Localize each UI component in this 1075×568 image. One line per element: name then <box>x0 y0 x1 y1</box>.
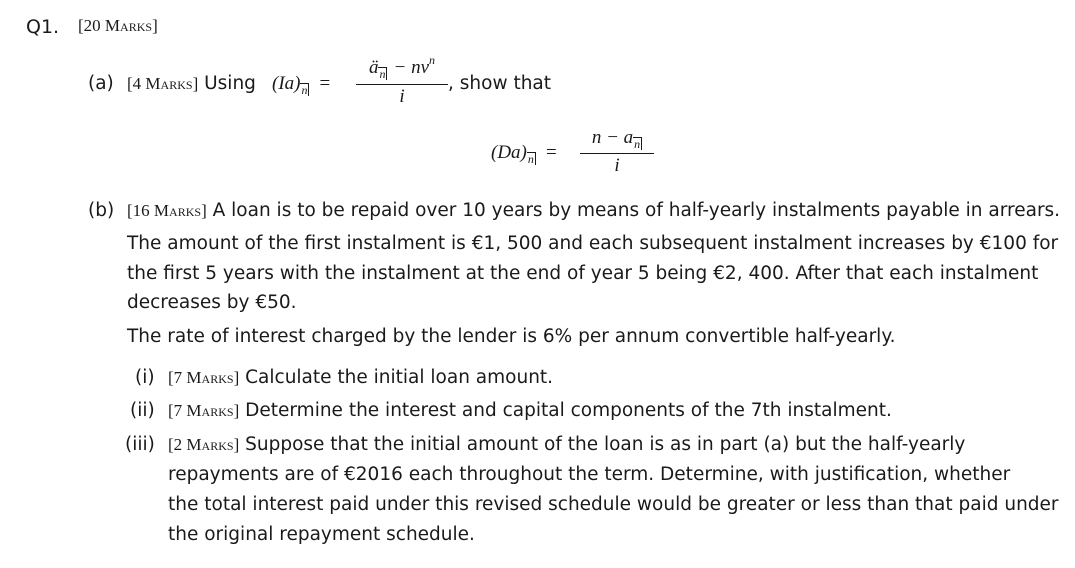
part-b-line5: The rate of interest charged by the lender is 6% per annum convertible half-yearly. <box>127 326 896 347</box>
question-marks: [20 Marks] <box>78 16 158 35</box>
part-a-show-fraction: $n - a_n$ i <box>580 126 654 180</box>
part-a-tail: , show that <box>448 73 552 94</box>
part-b-line2: The amount of the first instalment is €1, 500 and each subsequent instalment increases by €100 for <box>127 233 1059 254</box>
part-a-show-lhs: $(Da)_n$ = <box>491 142 557 166</box>
part-a-given-fraction: $ä_n - nv^n$ i <box>356 56 448 110</box>
subpart-i-label: (i) <box>135 367 155 388</box>
subpart-iii-line2: repayments are of €2016 each throughout the term. Determine, with justification, whether <box>168 464 1011 485</box>
part-a-given-lhs: $(Ia)_n$ = <box>272 73 331 97</box>
part-a-label: (a) <box>88 73 114 94</box>
subpart-iii-line4: the original repayment schedule. <box>168 524 475 545</box>
part-b-line1: [16 Marks] A loan is to be repaid over 10 years by means of half-yearly instalments payable in arrears. <box>127 200 1061 221</box>
subpart-ii-text: [7 Marks] Determine the interest and capital components of the 7th instalment. <box>168 400 892 421</box>
subpart-iii-label: (iii) <box>125 434 155 455</box>
subpart-iii-line3: the total interest paid under this revised schedule would be greater or less than that paid under <box>168 494 1059 515</box>
part-b-label: (b) <box>88 200 115 221</box>
question-number: Q1. <box>26 16 60 38</box>
subpart-ii-label: (ii) <box>130 400 155 421</box>
part-b-line3: the first 5 years with the instalment at the end of year 5 being €2, 400. After that each instalment <box>127 263 1039 284</box>
part-b-line4: decreases by €50. <box>127 292 297 313</box>
subpart-i-text: [7 Marks] Calculate the initial loan amount. <box>168 367 554 388</box>
subpart-iii-line1: [2 Marks] Suppose that the initial amount of the loan is as in part (a) but the half-yearly <box>168 434 966 455</box>
part-a-intro: [4 Marks] Using <box>127 73 256 94</box>
